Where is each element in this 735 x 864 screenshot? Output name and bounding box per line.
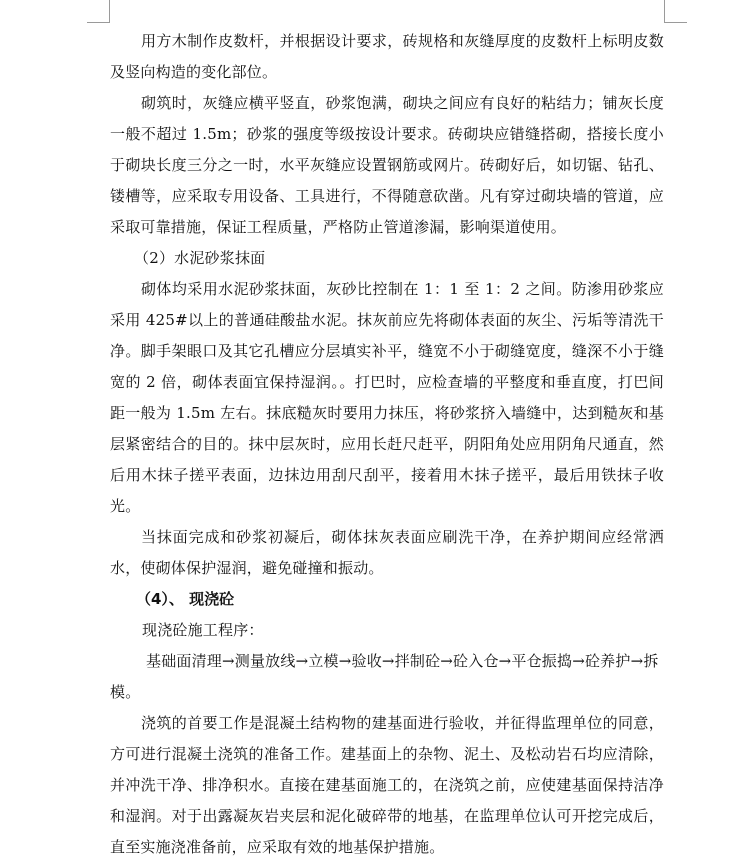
subheading-cement-mortar: （2）水泥砂浆抹面 <box>134 249 266 267</box>
margin-corner-mark-left <box>87 0 110 23</box>
section-heading-cast-in-place-concrete: （4）、 现浇砼 <box>136 590 235 608</box>
paragraph-masonry: 砌筑时，灰缝应横平竖直，砂浆饱满，砌块之间应有良好的粘结力；铺灰长度一般不超过 1.5m；砂浆的强度等级按设计要求。砖砌块应错缝搭砌，搭接长度小于砌块长度三分之一时，水平灰缝应设置钢筋或网片。砖砌好后，如切锯、钻孔、镂槽等，应采取专用设备、工具进行，不得随意砍凿。凡有穿过砌块墙的管道，应采取可靠措施，保证工程质量，严格防止管道渗漏，影响渠道使用。 <box>110 94 664 236</box>
paragraph-procedure-flow: 基础面清理→测量放线→立模→验收→拌制砼→砼入仓→平仓振捣→砼养护→拆模。 <box>110 652 659 701</box>
document-body[interactable] <box>110 26 664 863</box>
paragraph-curing: 当抹面完成和砂浆初凝后，砌体抹灰表面应刷洗干净，在养护期间应经常洒水，使砌体保护湿润，避免碰撞和振动。 <box>110 528 664 577</box>
paragraph-procedure-label: 现浇砼施工程序： <box>142 621 264 639</box>
margin-corner-mark-right <box>664 0 687 23</box>
paragraph-pole-making: 用方木制作皮数杆，并根据设计要求，砖规格和灰缝厚度的皮数杆上标明皮数及竖向构造的变化部位。 <box>110 32 664 81</box>
paragraph-foundation-acceptance: 浇筑的首要工作是混凝土结构物的建基面进行验收，并征得监理单位的同意，方可进行混凝土浇筑的准备工作。建基面上的杂物、泥土、及松动岩石均应清除，并冲洗干净、排净积水。直接在建基面施工的，在浇筑之前，应使建基面保持洁净和湿润。对于出露凝灰岩夹层和泥化破碎带的地基，在监理单位认可开挖完成后，直至实施浇准备前，应采取有效的地基保护措施。 <box>110 714 664 856</box>
paragraph-plastering: 砌体均采用水泥砂浆抹面，灰砂比控制在 1：1 至 1：2 之间。防渗用砂浆应采用 425#以上的普通硅酸盐水泥。抹灰前应先将砌体表面的灰尘、污垢等清洗干净。脚手架眼口及其它孔槽应分层填实补平，缝宽不小于砌缝宽度，缝深不小于缝宽的 2 倍，砌体表面宜保持湿润。。打巴时，应检查墙的平整度和垂直度，打巴间距一般为 1.5m 左右。抹底糙灰时要用力抹压，将砂浆挤入墙缝中，达到糙灰和基层紧密结合的目的。抹中层灰时，应用长赶尺赶平，阴阳角处应用阴角尺通直，然后用木抹子搓平表面，边抹边用刮尺刮平，接着用木抹子搓平，最后用铁抹子收光。 <box>110 280 664 515</box>
